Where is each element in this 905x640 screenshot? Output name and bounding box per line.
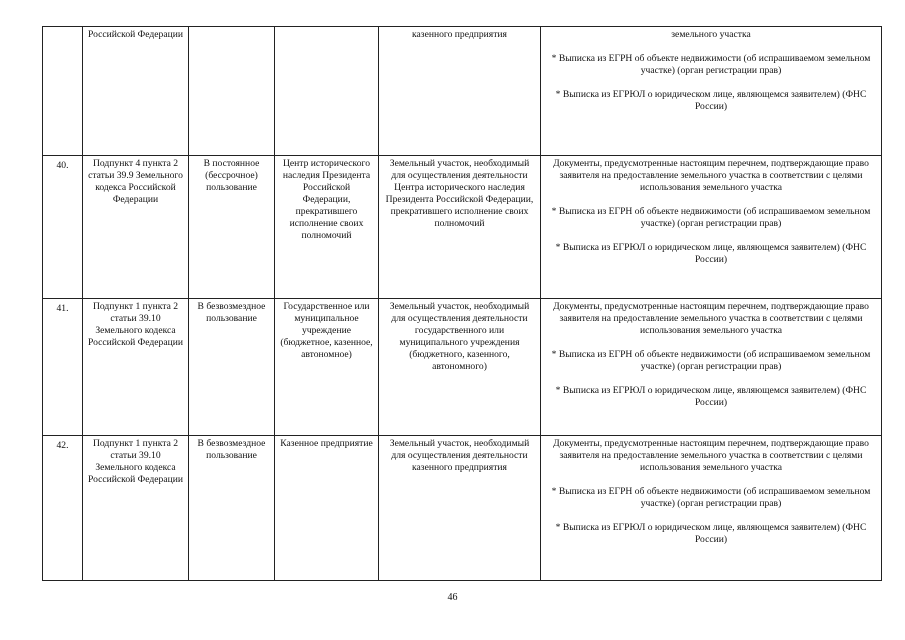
documents-paragraph: Документы, предусмотренные настоящим перечнем, подтверждающие право заявителя на предоставление земельного участка в соответствии с целями использования земельного участка — [553, 301, 869, 336]
row-number: 40. — [43, 156, 83, 299]
applicant-cell — [275, 27, 379, 156]
documents-paragraph: Документы, предусмотренные настоящим перечнем, подтверждающие право заявителя на предоставление земельного участка в соответствии с целями использования земельного участка — [553, 158, 869, 193]
documents-paragraph: * Выписка из ЕГРН об объекте недвижимости (об испрашиваемом земельном участке) (орган регистрации прав) — [551, 486, 871, 509]
applicant-cell: Казенное предприятие — [275, 436, 379, 581]
table-row — [43, 299, 882, 436]
right-type-cell: В безвозмездное пользование — [189, 436, 275, 581]
documents-cell — [541, 27, 882, 156]
documents-paragraph: Документы, предусмотренные настоящим перечнем, подтверждающие право заявителя на предоставление земельного участка в соответствии с целями использования земельного участка — [553, 438, 869, 473]
applicant-cell: Государственное или муниципальное учреждение (бюджетное, казенное, автономное) — [275, 299, 379, 436]
documents-paragraph: * Выписка из ЕГРЮЛ о юридическом лице, являющемся заявителем) (ФНС России) — [555, 522, 867, 545]
documents-cell — [541, 156, 882, 299]
table-row — [43, 436, 882, 581]
documents-cell — [541, 436, 882, 581]
table-row — [43, 27, 882, 156]
documents-paragraph: земельного участка — [671, 29, 751, 40]
documents-cell — [541, 299, 882, 436]
land-plots-table — [42, 26, 882, 581]
legal-basis-cell: Подпункт 4 пункта 2 статьи 39.9 Земельного кодекса Российской Федерации — [83, 156, 189, 299]
purpose-cell: Земельный участок, необходимый для осуществления деятельности Центра исторического наследия Президента Российской Федерации, прекратившего исполнение своих полномочий — [379, 156, 541, 299]
purpose-cell: казенного предприятия — [379, 27, 541, 156]
legal-basis-cell: Подпункт 1 пункта 2 статьи 39.10 Земельного кодекса Российской Федерации — [83, 436, 189, 581]
row-number: 41. — [43, 299, 83, 436]
page-number: 46 — [447, 592, 458, 603]
purpose-cell: Земельный участок, необходимый для осуществления деятельности казенного предприятия — [379, 436, 541, 581]
documents-paragraph: * Выписка из ЕГРЮЛ о юридическом лице, являющемся заявителем) (ФНС России) — [555, 385, 867, 408]
documents-paragraph: * Выписка из ЕГРЮЛ о юридическом лице, являющемся заявителем) (ФНС России) — [555, 242, 867, 265]
right-type-cell: В постоянное (бессрочное) пользование — [189, 156, 275, 299]
row-number: 42. — [43, 436, 83, 581]
documents-paragraph: * Выписка из ЕГРН об объекте недвижимости (об испрашиваемом земельном участке) (орган регистрации прав) — [551, 206, 871, 229]
documents-paragraph: * Выписка из ЕГРН об объекте недвижимости (об испрашиваемом земельном участке) (орган регистрации прав) — [551, 349, 871, 372]
documents-paragraph: * Выписка из ЕГРН об объекте недвижимости (об испрашиваемом земельном участке) (орган регистрации прав) — [551, 53, 871, 76]
row-number — [43, 27, 83, 156]
legal-basis-cell: Подпункт 1 пункта 2 статьи 39.10 Земельного кодекса Российской Федерации — [83, 299, 189, 436]
applicant-cell: Центр исторического наследия Президента Российской Федерации, прекратившего исполнение своих полномочий — [275, 156, 379, 299]
documents-paragraph: * Выписка из ЕГРЮЛ о юридическом лице, являющемся заявителем) (ФНС России) — [555, 89, 867, 112]
table-row — [43, 156, 882, 299]
right-type-cell — [189, 27, 275, 156]
legal-basis-cell: Российской Федерации — [83, 27, 189, 156]
purpose-cell: Земельный участок, необходимый для осуществления деятельности государственного или муниципального учреждения (бюджетного, казенного, автономного) — [379, 299, 541, 436]
right-type-cell: В безвозмездное пользование — [189, 299, 275, 436]
